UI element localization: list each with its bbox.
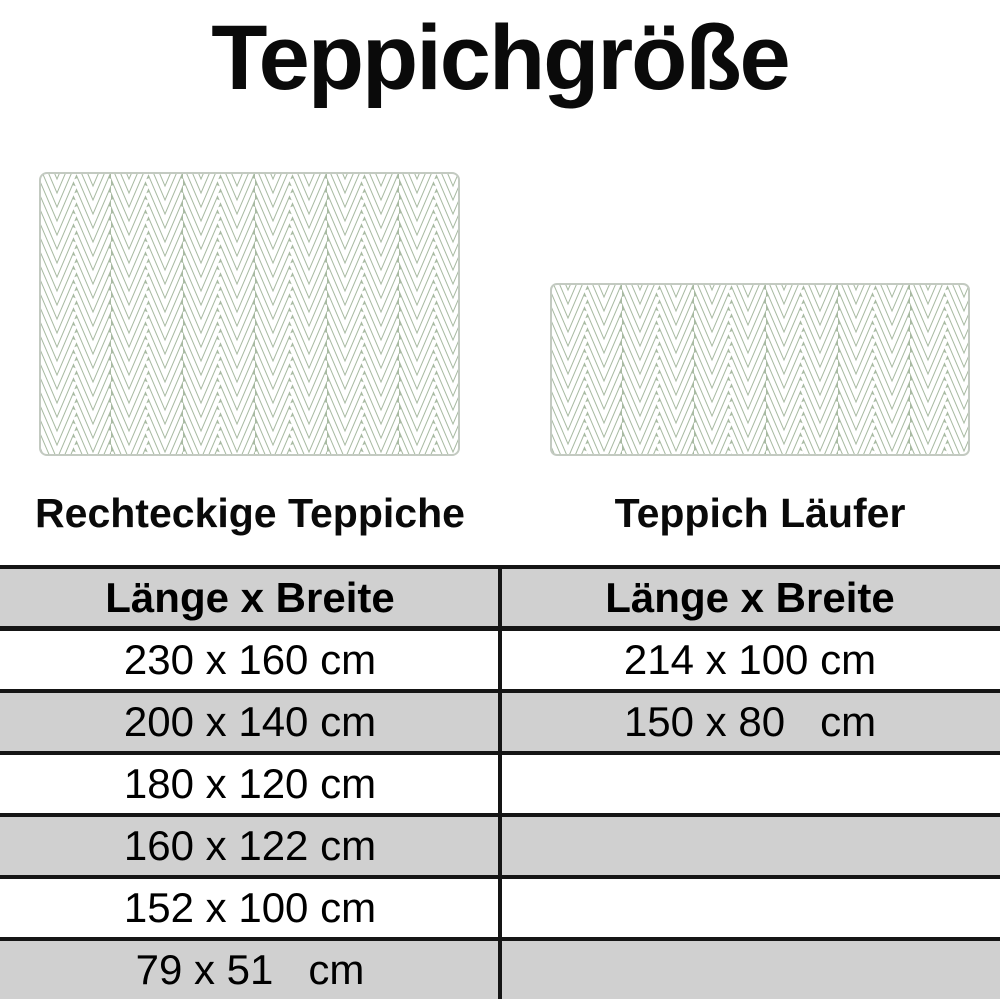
size-cell-left-6: 79 x 51 cm [0, 941, 500, 999]
size-cell-left-2: 200 x 140 cm [0, 693, 500, 751]
size-cell-right-2: 150 x 80 cm [500, 693, 1000, 751]
rectangular-rug-image [39, 172, 460, 456]
size-cell-right-6 [500, 941, 1000, 999]
header-right-laenge-x-breite: Länge x Breite [500, 569, 1000, 626]
label-runner-rugs: Teppich Läufer [614, 490, 906, 536]
size-cell-right-5 [500, 879, 1000, 937]
size-cell-right-1: 214 x 100 cm [500, 631, 1000, 689]
page-title: Teppichgröße [211, 7, 789, 109]
chevron-pattern-icon [39, 172, 460, 456]
header-left-laenge-x-breite: Länge x Breite [0, 569, 500, 626]
chevron-pattern-icon [550, 283, 970, 456]
size-cell-left-4: 160 x 122 cm [0, 817, 500, 875]
size-cell-right-4 [500, 817, 1000, 875]
label-rectangular-rugs: Rechteckige Teppiche [35, 490, 465, 536]
table-column-divider [498, 565, 502, 999]
runner-rug-image [550, 283, 970, 456]
size-cell-right-3 [500, 755, 1000, 813]
size-cell-left-5: 152 x 100 cm [0, 879, 500, 937]
size-cell-left-3: 180 x 120 cm [0, 755, 500, 813]
size-cell-left-1: 230 x 160 cm [0, 631, 500, 689]
